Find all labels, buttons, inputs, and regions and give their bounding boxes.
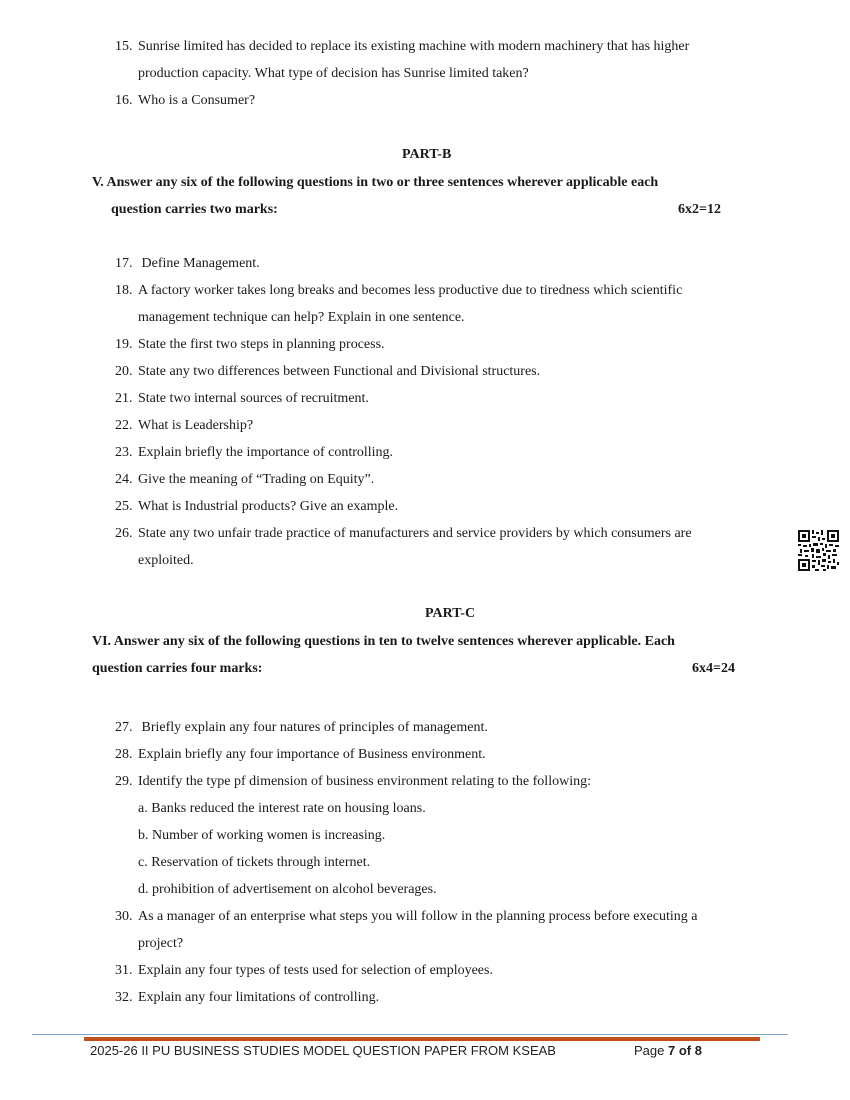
question-32: 32. Explain any four limitations of controlling.: [115, 990, 380, 1005]
question-29-sub-c: c. Reservation of tickets through internet.: [138, 855, 371, 870]
footer-rule-orange: [84, 1037, 760, 1041]
question-30: 30. As a manager of an enterprise what steps you will follow in the planning process before executing a: [115, 909, 698, 924]
question-17: 17. Define Management.: [115, 256, 260, 271]
question-29-sub-a: a. Banks reduced the interest rate on housing loans.: [138, 801, 426, 816]
question-29-sub-d: d. prohibition of advertisement on alcohol beverages.: [138, 882, 437, 897]
question-15-cont: production capacity. What type of decision has Sunrise limited taken?: [138, 66, 529, 81]
question-31: 31. Explain any four types of tests used for selection of employees.: [115, 963, 493, 978]
question-21: 21. State two internal sources of recruitment.: [115, 391, 369, 406]
footer-page-number: Page 7 of 8: [634, 1043, 702, 1058]
part-c-instruction-line2: question carries four marks:: [92, 661, 263, 676]
part-c-marks: 6x4=24: [692, 661, 735, 676]
part-b-instruction-line2: question carries two marks:: [111, 202, 278, 217]
question-30-cont: project?: [138, 936, 184, 951]
question-26: 26. State any two unfair trade practice of manufacturers and service providers by which consumers are: [115, 526, 692, 541]
question-23: 23. Explain briefly the importance of controlling.: [115, 445, 394, 460]
question-18: 18. A factory worker takes long breaks and becomes less productive due to tiredness which scientific: [115, 283, 683, 298]
question-27: 27. Briefly explain any four natures of principles of management.: [115, 720, 488, 735]
part-b-instruction-line1: V. Answer any six of the following questions in two or three sentences wherever applicable each: [92, 175, 659, 190]
question-15: 15. Sunrise limited has decided to replace its existing machine with modern machinery that has higher: [115, 39, 690, 54]
question-22: 22. What is Leadership?: [115, 418, 254, 433]
footer-title: 2025-26 II PU BUSINESS STUDIES MODEL QUESTION PAPER FROM KSEAB: [90, 1043, 556, 1058]
footer-rule-blue: [32, 1034, 788, 1035]
question-26-cont: exploited.: [138, 553, 194, 568]
question-28: 28. Explain briefly any four importance of Business environment.: [115, 747, 486, 762]
qr-code-icon: [798, 530, 839, 571]
part-c-instruction-line1: VI. Answer any six of the following questions in ten to twelve sentences wherever applicable. Each: [92, 634, 675, 649]
question-25: 25. What is Industrial products? Give an example.: [115, 499, 399, 514]
question-18-cont: management technique can help? Explain in one sentence.: [138, 310, 465, 325]
question-29-sub-b: b. Number of working women is increasing.: [138, 828, 386, 843]
part-b-title: PART-B: [402, 147, 452, 162]
question-20: 20. State any two differences between Functional and Divisional structures.: [115, 364, 541, 379]
part-b-marks: 6x2=12: [678, 202, 721, 217]
question-16: 16. Who is a Consumer?: [115, 93, 256, 108]
question-24: 24. Give the meaning of “Trading on Equity”.: [115, 472, 375, 487]
question-19: 19. State the first two steps in planning process.: [115, 337, 385, 352]
question-29: 29. Identify the type pf dimension of business environment relating to the following:: [115, 774, 591, 789]
part-c-title: PART-C: [425, 606, 476, 621]
